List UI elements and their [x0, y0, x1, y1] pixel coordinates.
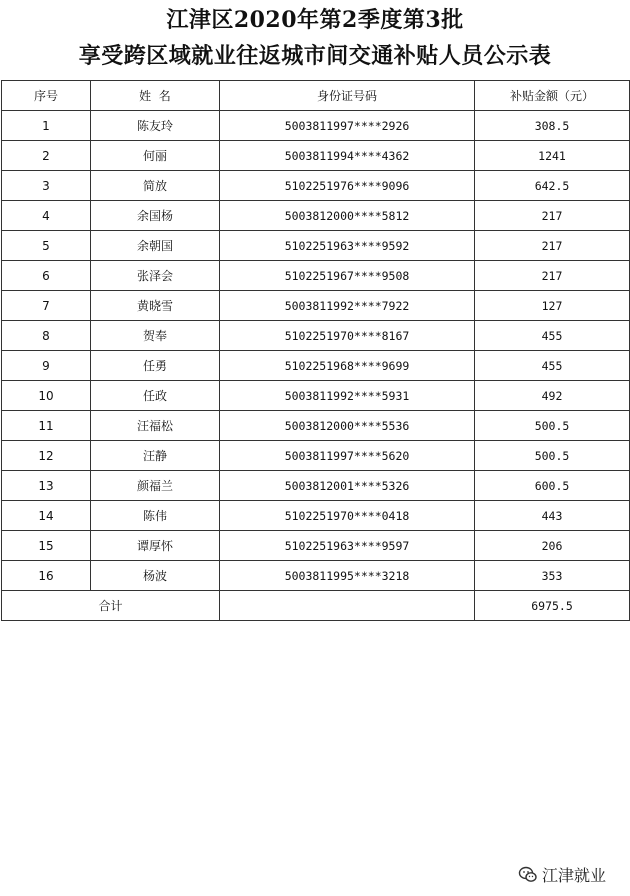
row-id-number: 5003811995****3218: [220, 561, 475, 591]
row-number: 3: [2, 171, 91, 201]
row-name: 任政: [91, 381, 220, 411]
row-number: 8: [2, 321, 91, 351]
table-row: [2, 501, 630, 531]
row-name: 简放: [91, 171, 220, 201]
column-header-amount: 补贴金额（元）: [475, 81, 630, 111]
row-number: 7: [2, 291, 91, 321]
row-number: 10: [2, 381, 91, 411]
table-row: [2, 231, 630, 261]
row-id-number: 5102251968****9699: [220, 351, 475, 381]
row-id-number: 5003811992****7922: [220, 291, 475, 321]
row-name: 陈伟: [91, 501, 220, 531]
table-row: [2, 141, 630, 171]
row-id-number: 5003812001****5326: [220, 471, 475, 501]
table-row: [2, 471, 630, 501]
column-header-id: 身份证号码: [220, 81, 475, 111]
row-number: 12: [2, 441, 91, 471]
table-header-row: [2, 81, 630, 111]
row-amount: 217: [475, 231, 630, 261]
row-name: 余朝国: [91, 231, 220, 261]
row-number: 13: [2, 471, 91, 501]
total-amount: 6975.5: [475, 591, 630, 621]
table-row: [2, 171, 630, 201]
table-row: [2, 201, 630, 231]
table-row: [2, 321, 630, 351]
row-name: 陈友玲: [91, 111, 220, 141]
row-amount: 308.5: [475, 111, 630, 141]
row-amount: 217: [475, 261, 630, 291]
row-id-number: 5003812000****5812: [220, 201, 475, 231]
row-id-number: 5102251970****8167: [220, 321, 475, 351]
row-number: 6: [2, 261, 91, 291]
wechat-logo-icon: [518, 865, 538, 885]
row-name: 何丽: [91, 141, 220, 171]
row-amount: 443: [475, 501, 630, 531]
row-number: 1: [2, 111, 91, 141]
total-label: 合计: [2, 591, 220, 621]
table-row: [2, 441, 630, 471]
row-number: 14: [2, 501, 91, 531]
row-amount: 1241: [475, 141, 630, 171]
row-id-number: 5003812000****5536: [220, 411, 475, 441]
watermark-text: 江津就业: [541, 866, 606, 885]
row-amount: 500.5: [475, 411, 630, 441]
table-row: [2, 561, 630, 591]
row-amount: 492: [475, 381, 630, 411]
row-amount: 500.5: [475, 441, 630, 471]
row-number: 15: [2, 531, 91, 561]
row-amount: 600.5: [475, 471, 630, 501]
row-id-number: 5003811997****2926: [220, 111, 475, 141]
row-name: 黄晓雪: [91, 291, 220, 321]
row-name: 杨波: [91, 561, 220, 591]
table-row: [2, 111, 630, 141]
row-name: 汪福松: [91, 411, 220, 441]
watermark: [518, 863, 606, 886]
subsidy-table: [1, 80, 630, 621]
row-amount: 455: [475, 351, 630, 381]
row-amount: 206: [475, 531, 630, 561]
row-amount: 127: [475, 291, 630, 321]
row-number: 2: [2, 141, 91, 171]
table-row: [2, 261, 630, 291]
row-number: 16: [2, 561, 91, 591]
column-header-name: 姓 名: [91, 81, 220, 111]
row-amount: 217: [475, 201, 630, 231]
total-row: [2, 591, 630, 621]
row-name: 任勇: [91, 351, 220, 381]
table-row: [2, 531, 630, 561]
title-line-2: 享受跨区域就业往返城市间交通补贴人员公示表: [78, 43, 552, 69]
row-amount: 642.5: [475, 171, 630, 201]
title-line-1: 江津区2020年第2季度第3批: [166, 7, 464, 33]
row-number: 9: [2, 351, 91, 381]
table-row: [2, 291, 630, 321]
row-number: 5: [2, 231, 91, 261]
row-amount: 353: [475, 561, 630, 591]
row-id-number: 5003811992****5931: [220, 381, 475, 411]
row-number: 11: [2, 411, 91, 441]
table-row: [2, 351, 630, 381]
row-name: 余国杨: [91, 201, 220, 231]
total-empty-cell: [220, 591, 475, 621]
column-header-no: 序号: [2, 81, 91, 111]
table-row: [2, 381, 630, 411]
row-name: 张泽会: [91, 261, 220, 291]
row-id-number: 5102251976****9096: [220, 171, 475, 201]
row-name: 颜福兰: [91, 471, 220, 501]
row-id-number: 5102251970****0418: [220, 501, 475, 531]
row-name: 谭厚怀: [91, 531, 220, 561]
row-name: 汪静: [91, 441, 220, 471]
row-id-number: 5102251967****9508: [220, 261, 475, 291]
row-id-number: 5003811997****5620: [220, 441, 475, 471]
row-name: 贺奉: [91, 321, 220, 351]
row-amount: 455: [475, 321, 630, 351]
row-number: 4: [2, 201, 91, 231]
row-id-number: 5102251963****9597: [220, 531, 475, 561]
row-id-number: 5003811994****4362: [220, 141, 475, 171]
table-row: [2, 411, 630, 441]
row-id-number: 5102251963****9592: [220, 231, 475, 261]
